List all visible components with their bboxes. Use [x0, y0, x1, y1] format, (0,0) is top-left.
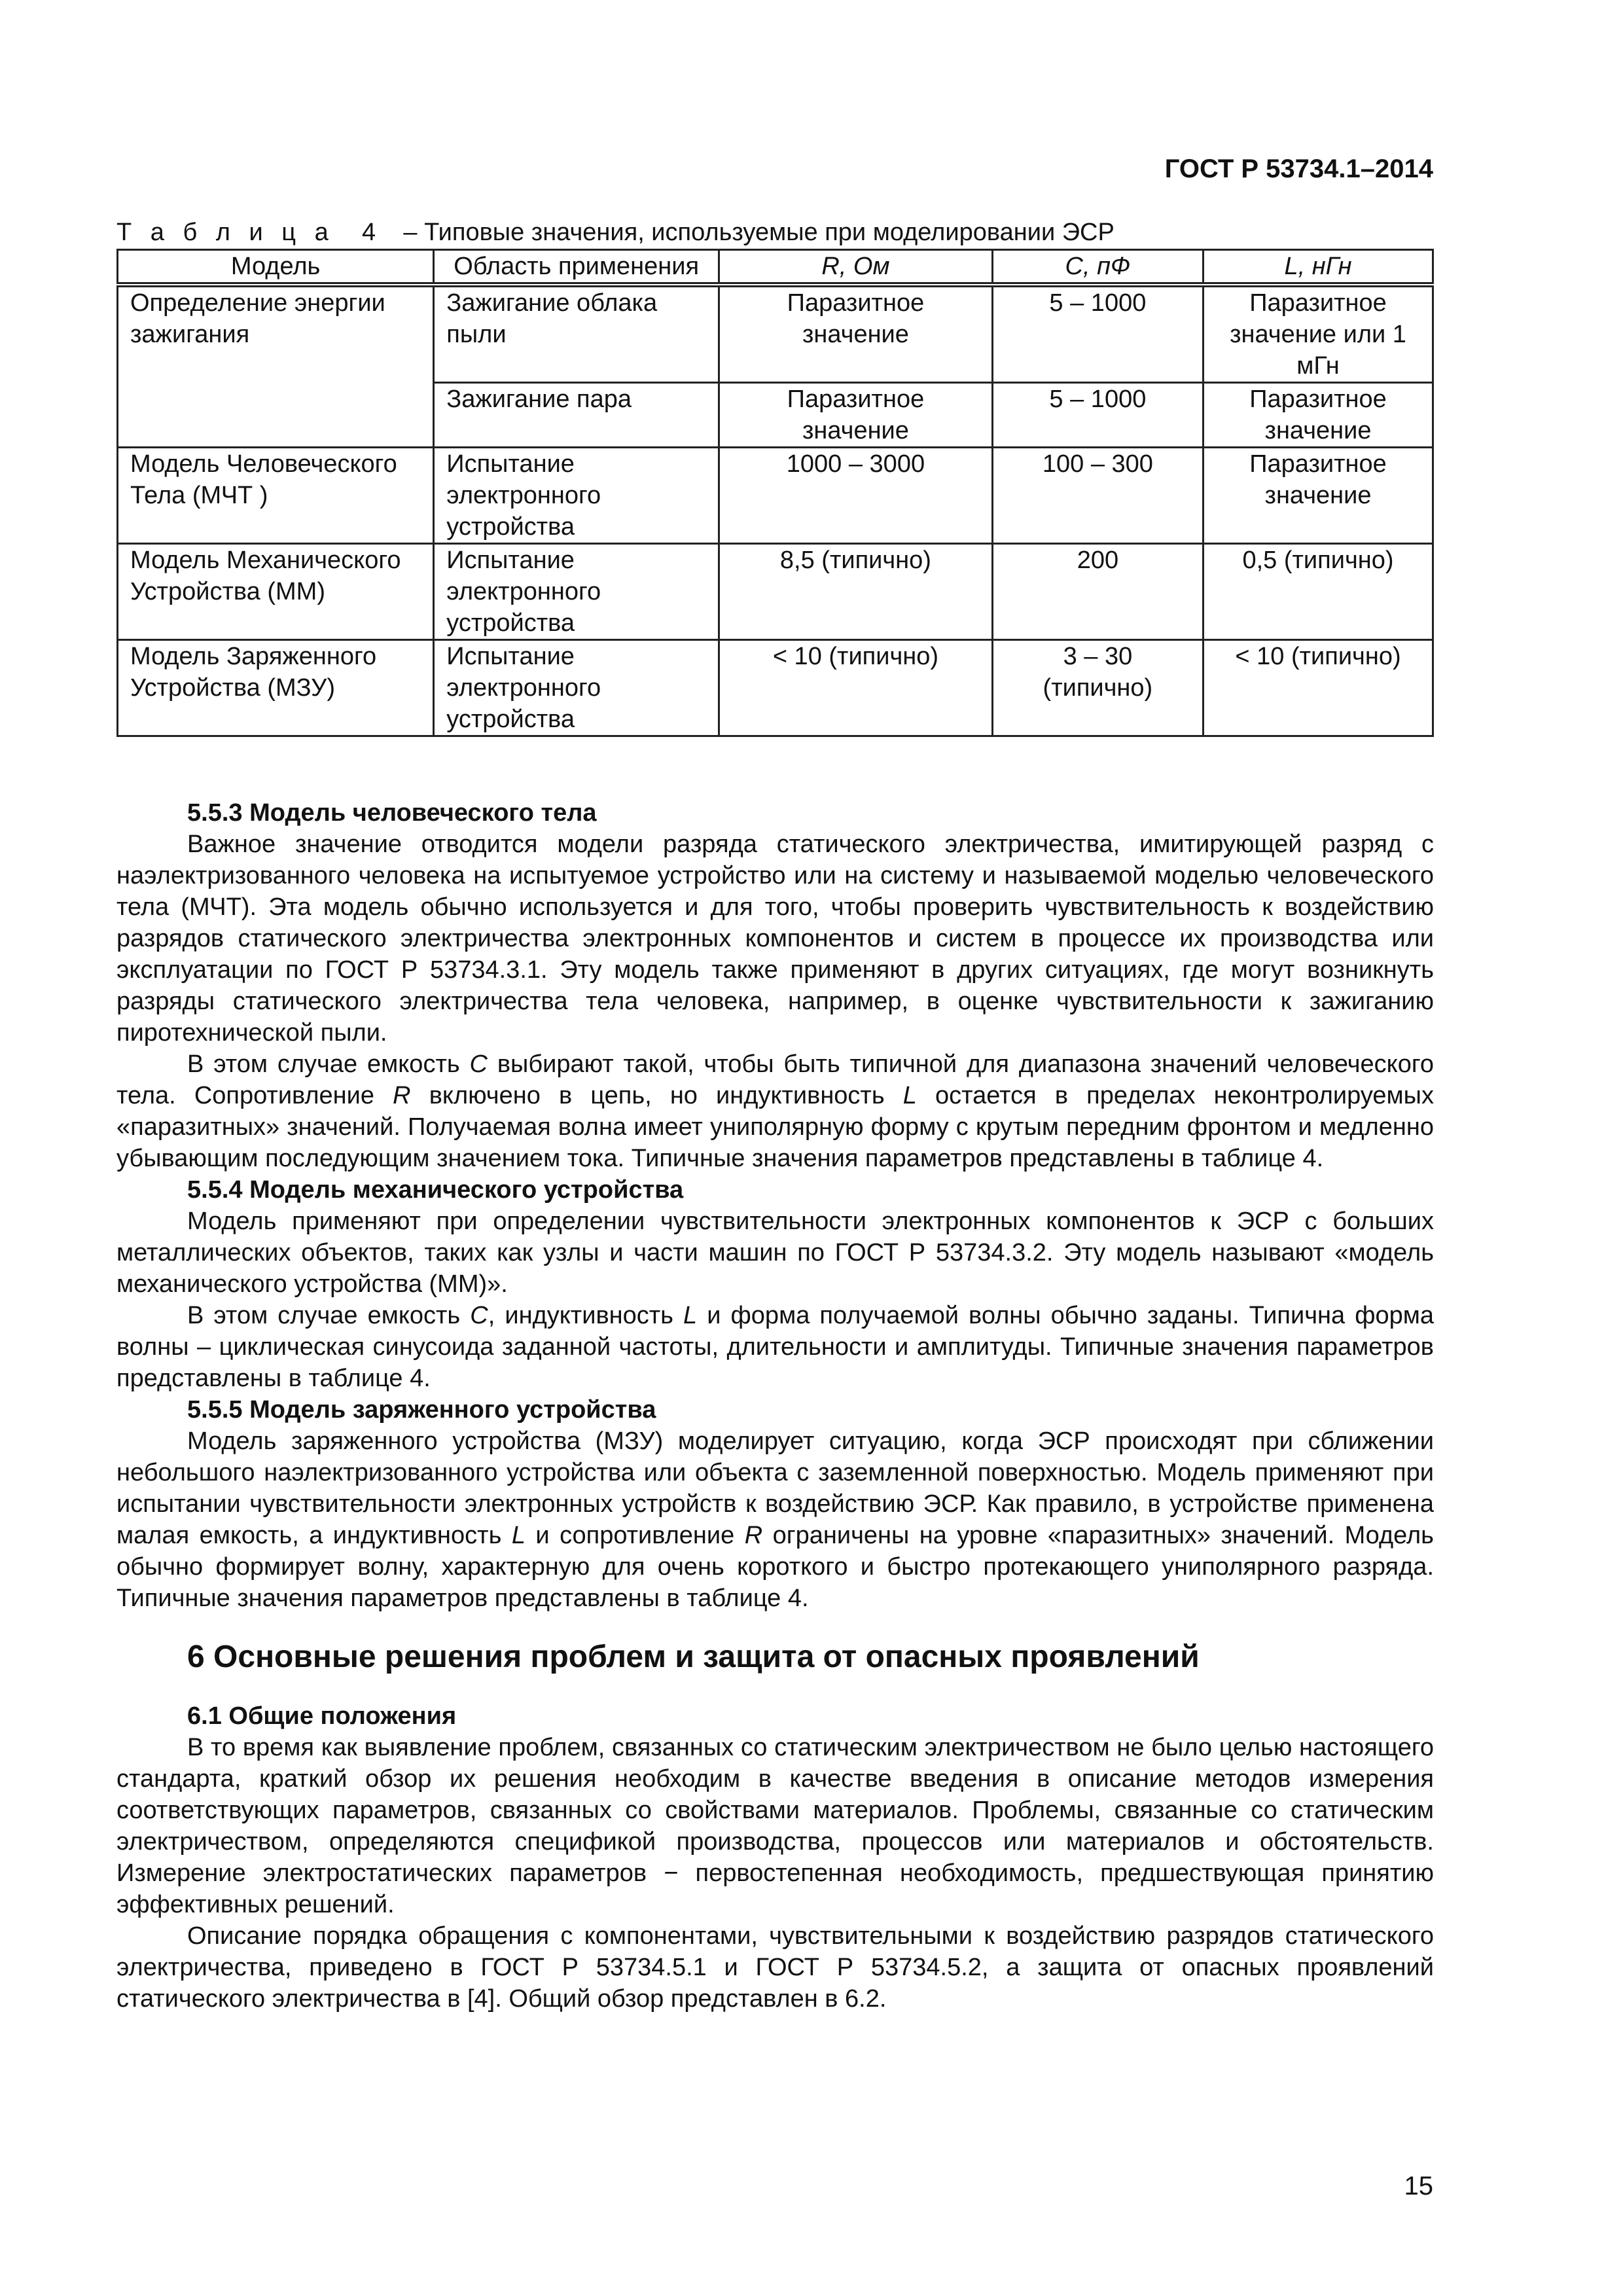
table-caption	[116, 217, 1115, 247]
symbol-l: L	[511, 1522, 526, 1549]
cell-r: Паразитное значение	[719, 383, 993, 448]
cell-l: 0,5 (типично)	[1204, 544, 1433, 640]
cell-r: 8,5 (типично)	[719, 544, 993, 640]
text-run: и сопротивление	[525, 1522, 745, 1549]
table-caption-label: Т а б л и ц а	[116, 219, 334, 246]
paragraph	[116, 1300, 1434, 1394]
text-run: остается в пределах неконтролируемых «паразитных» значений. Получаемая волна имеет униполярную форму с крутым передним фронтом и медленно убывающим последующим значением тока. Типичные значения параметров представлены в таблице 4.	[116, 1082, 1434, 1172]
paragraph: В то время как выявление проблем, связанных со статическим электричеством не было целью настоящего стандарта, краткий обзор их решения необходим в качестве введения в описание методов измерения соответствующих параметров, связанных со свойствами материалов. Проблемы, связанные со статическим электричеством, определяются спецификой производства, процессов или материалов и обстоятельств. Измерение электростатических параметров − первостепенная необходимость, предшествующая принятию эффективных решений.	[116, 1734, 1434, 1918]
symbol-l: L	[683, 1302, 698, 1329]
column-header-c-text: C, пФ	[1065, 253, 1131, 280]
cell-application: Испытание электронного устройства	[434, 544, 719, 640]
text-run: выбирают такой, чтобы быть типичной для диапазона значений человеческого тела. Сопротивление	[116, 1050, 1434, 1109]
cell-l: < 10 (типично)	[1204, 640, 1433, 736]
column-header-c	[992, 250, 1203, 285]
symbol-l: L	[902, 1082, 917, 1109]
cell-model: Модель Заряженного Устройства (МЗУ)	[118, 640, 434, 736]
text-run: В этом случае емкость	[187, 1050, 470, 1078]
cell-c: 5 – 1000	[992, 285, 1203, 383]
section-heading-5-5-5: 5.5.5 Модель заряженного устройства	[187, 1396, 656, 1424]
cell-c: 200	[992, 544, 1203, 640]
text-run: включено в цепь, но индуктивность	[410, 1082, 903, 1109]
table-row	[118, 640, 1433, 736]
cell-r: Паразитное значение	[719, 285, 993, 383]
table-caption-number: 4	[362, 219, 376, 246]
page-number: 15	[1404, 2172, 1433, 2200]
section-heading-5-5-3: 5.5.3 Модель человеческого тела	[187, 799, 597, 827]
symbol-c: C	[469, 1050, 488, 1078]
cell-c: 5 – 1000	[992, 383, 1203, 448]
cell-application: Зажигание облака пыли	[434, 285, 719, 383]
paragraph	[116, 1049, 1434, 1174]
cell-c: 3 – 30 (типично)	[992, 640, 1203, 736]
text-run: Модель заряженного устройства (МЗУ) моделирует ситуацию, когда ЭСР происходят при сближении небольшого наэлектризованного устройства или объекта с заземленной поверхностью. Модель применяют при испытании чувствительности электронных устройств к воздействию ЭСР. Как правило, в устройстве применена малая емкость, а индуктивность	[116, 1427, 1434, 1549]
column-header-model: Модель	[118, 250, 434, 285]
cell-model: Модель Человеческого Тела (МЧТ )	[118, 448, 434, 544]
column-header-l-text: L, нГн	[1284, 253, 1352, 280]
table-row	[118, 285, 1433, 383]
cell-r: < 10 (типично)	[719, 640, 993, 736]
text-run: , индуктивность	[488, 1302, 684, 1329]
paragraph: Важное значение отводится модели разряда статического электричества, имитирующей разряд с наэлектризованного человека на испытуемое устройство или на систему и называемой моделью человеческого тела (МЧТ). Эта модель обычно используется и для того, чтобы проверить чувствительность к воздействию разрядов статического электричества электронных компонентов и систем в процессе их производства или эксплуатации по ГОСТ Р 53734.3.1. Эту модель также применяют в других ситуациях, где могут возникнуть разряды статического электричества тела человека, например, в оценке чувствительности к зажиганию пиротехнической пыли.	[116, 831, 1434, 1047]
table-caption-text: – Типовые значения, используемые при моделировании ЭСР	[403, 219, 1115, 246]
symbol-r: R	[393, 1082, 411, 1109]
text-run: В этом случае емкость	[187, 1302, 471, 1329]
column-header-l	[1204, 250, 1433, 285]
cell-model: Модель Механического Устройства (ММ)	[118, 544, 434, 640]
cell-application: Испытание электронного устройства	[434, 448, 719, 544]
section-heading-5-5-4: 5.5.4 Модель механического устройства	[187, 1176, 684, 1204]
cell-r: 1000 – 3000	[719, 448, 993, 544]
cell-l: Паразитное значение или 1 мГн	[1204, 285, 1433, 383]
section-heading-6: 6 Основные решения проблем и защита от опасных проявлений	[187, 1640, 1200, 1674]
text-run: ограничены на уровне «паразитных» значений. Модель обычно формирует волну, характерную для очень короткого и быстро протекающего униполярного разряда. Типичные значения параметров представлены в таблице 4.	[116, 1522, 1434, 1612]
cell-c: 100 – 300	[992, 448, 1203, 544]
paragraph: Модель применяют при определении чувствительности электронных компонентов к ЭСР с больших металлических объектов, таких как узлы и части машин по ГОСТ Р 53734.3.2. Эту модель называют «модель механического устройства (ММ)».	[116, 1208, 1434, 1298]
paragraph: Описание порядка обращения с компонентами, чувствительными к воздействию разрядов статического электричества, приведено в ГОСТ Р 53734.5.1 и ГОСТ Р 53734.5.2, а защита от опасных проявлений статического электричества в [4]. Общий обзор представлен в 6.2.	[116, 1922, 1434, 2013]
body-text	[116, 797, 1434, 2015]
cell-l: Паразитное значение	[1204, 383, 1433, 448]
table-row	[118, 448, 1433, 544]
cell-application: Испытание электронного устройства	[434, 640, 719, 736]
column-header-application: Область применения	[434, 250, 719, 285]
cell-application: Зажигание пара	[434, 383, 719, 448]
paragraph	[116, 1426, 1434, 1614]
table-row	[118, 544, 1433, 640]
symbol-c: C	[470, 1302, 488, 1329]
standard-code: ГОСТ Р 53734.1–2014	[1164, 154, 1433, 183]
column-header-r	[719, 250, 993, 285]
section-heading-6-1: 6.1 Общие положения	[187, 1702, 457, 1730]
column-header-r-text: R, Ом	[821, 253, 890, 280]
cell-l: Паразитное значение	[1204, 448, 1433, 544]
text-run: и форма получаемой волны обычно заданы. Типична форма волны – циклическая синусоида заданной частоты, длительности и амплитуды. Типичные значения параметров представлены в таблице 4.	[116, 1302, 1434, 1392]
cell-model: Определение энергии зажигания	[118, 285, 434, 448]
table-4	[116, 249, 1434, 737]
symbol-r: R	[744, 1522, 763, 1549]
table-header-row	[118, 250, 1433, 285]
